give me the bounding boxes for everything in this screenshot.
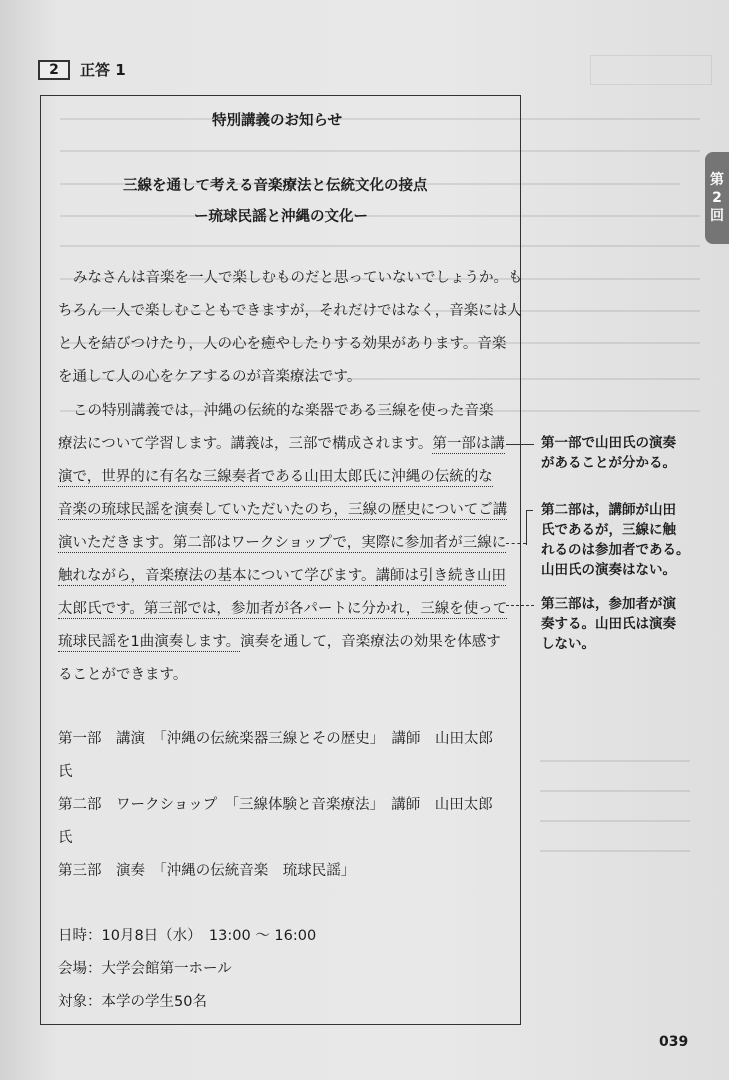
note-part-one — [541, 433, 676, 473]
note-line: 山田氏の演奏はない。 — [541, 562, 676, 578]
underlined-part-one: 演いただきます。 — [58, 535, 173, 551]
connector-line-part-two — [506, 543, 526, 544]
notice-title: 特別講義のお知らせ — [212, 113, 343, 129]
answer-label: 正答 1 — [80, 61, 126, 79]
program-line: 第一部 講演 「沖縄の伝統楽器三線とその歴史」 講師 山田太郎 — [58, 731, 493, 747]
paragraph-line — [58, 434, 505, 454]
underlined-part-one: 第一部は講 — [432, 436, 505, 452]
round-tab — [705, 152, 729, 244]
paragraph-line: ちろん一人で楽しむこともできますが，それだけではなく，音楽には人 — [58, 303, 522, 319]
paragraph-line: と人を結びつけたり，人の心を癒やしたりする効果があります。音楽 — [58, 336, 507, 352]
event-venue: 会場：大学会館第一ホール — [58, 961, 232, 977]
note-line: れるのは参加者である。 — [541, 542, 690, 558]
paragraph-line: みなさんは音楽を一人で楽しむものだと思っていないでしょうか。も — [73, 270, 523, 286]
paragraph-line: を通して人の心をケアするのが音楽療法です。 — [58, 369, 362, 385]
underlined-part-two: 触れながら，音楽療法の基本について学びます。 — [58, 568, 376, 584]
underlined-part-two: 太郎氏です。 — [58, 601, 144, 617]
paragraph-line: ることができます。 — [58, 667, 188, 683]
underlined-part-one: 演で，世界的に有名な三線奏者である山田太郎氏に沖縄の伝統的な — [58, 469, 493, 485]
event-audience: 対象：本学の学生50名 — [58, 994, 207, 1010]
paragraph-segment: 療法について学習します。講義は，三部で構成されます。 — [58, 436, 433, 452]
round-tab-char: 回 — [710, 208, 724, 224]
paragraph-line — [58, 467, 493, 487]
note-line: 奏する。山田氏は演奏 — [541, 616, 676, 632]
notice-box — [40, 95, 521, 1025]
note-line: しない。 — [541, 636, 595, 652]
connector-line-part-one — [506, 444, 534, 445]
paragraph-line — [58, 566, 506, 586]
connector-line-part-three — [506, 605, 534, 606]
paragraph-line — [58, 599, 507, 619]
paragraph-line — [58, 533, 506, 553]
page-number: 039 — [659, 1034, 689, 1050]
round-tab-char: 2 — [712, 190, 722, 206]
program-line: 氏 — [58, 830, 73, 846]
underlined-part-three: 琉球民謡を1曲演奏します。 — [58, 634, 241, 650]
note-line: があることが分かる。 — [541, 455, 676, 471]
underlined-part-two: 講師は引き続き山田 — [375, 568, 507, 584]
paragraph-line — [58, 632, 501, 652]
note-line: 氏であるが，三線に触 — [541, 522, 676, 538]
note-line: 第三部は，参加者が演 — [541, 596, 676, 612]
paragraph-line — [58, 500, 507, 520]
program-line: 第二部 ワークショップ 「三線体験と音楽療法」 講師 山田太郎 — [58, 797, 493, 813]
question-number: 2 — [38, 60, 70, 80]
notice-subtitle-2: ー琉球民謡と沖縄の文化ー — [194, 209, 368, 225]
underlined-part-three: 第三部では，参加者が各パートに分かれ，三線を使って — [143, 601, 508, 617]
paragraph-line: この特別講義では，沖縄の伝統的な楽器である三線を使った音楽 — [73, 403, 494, 419]
note-bracket — [526, 510, 533, 545]
underlined-part-one: 音楽の琉球民謡を演奏していただいたのち，三線の歴史についてご講 — [58, 502, 508, 518]
note-line: 第二部は，講師が山田 — [541, 502, 676, 518]
note-part-three — [541, 594, 676, 654]
note-part-two — [541, 500, 690, 580]
program-line: 氏 — [58, 764, 73, 780]
underlined-part-two: 第二部はワークショップで，実際に参加者が三線に — [172, 535, 507, 551]
note-line: 第一部で山田氏の演奏 — [541, 435, 676, 451]
notice-subtitle: 三線を通して考える音楽療法と伝統文化の接点 — [123, 178, 428, 194]
paragraph-segment: 演奏を通して，音楽療法の効果を体感す — [240, 634, 501, 650]
program-line: 第三部 演奏 「沖縄の伝統音楽 琉球民謡」 — [58, 863, 356, 879]
event-date: 日時：10月8日（水） 13:00 〜 16:00 — [58, 928, 317, 944]
round-tab-char: 第 — [710, 172, 724, 188]
